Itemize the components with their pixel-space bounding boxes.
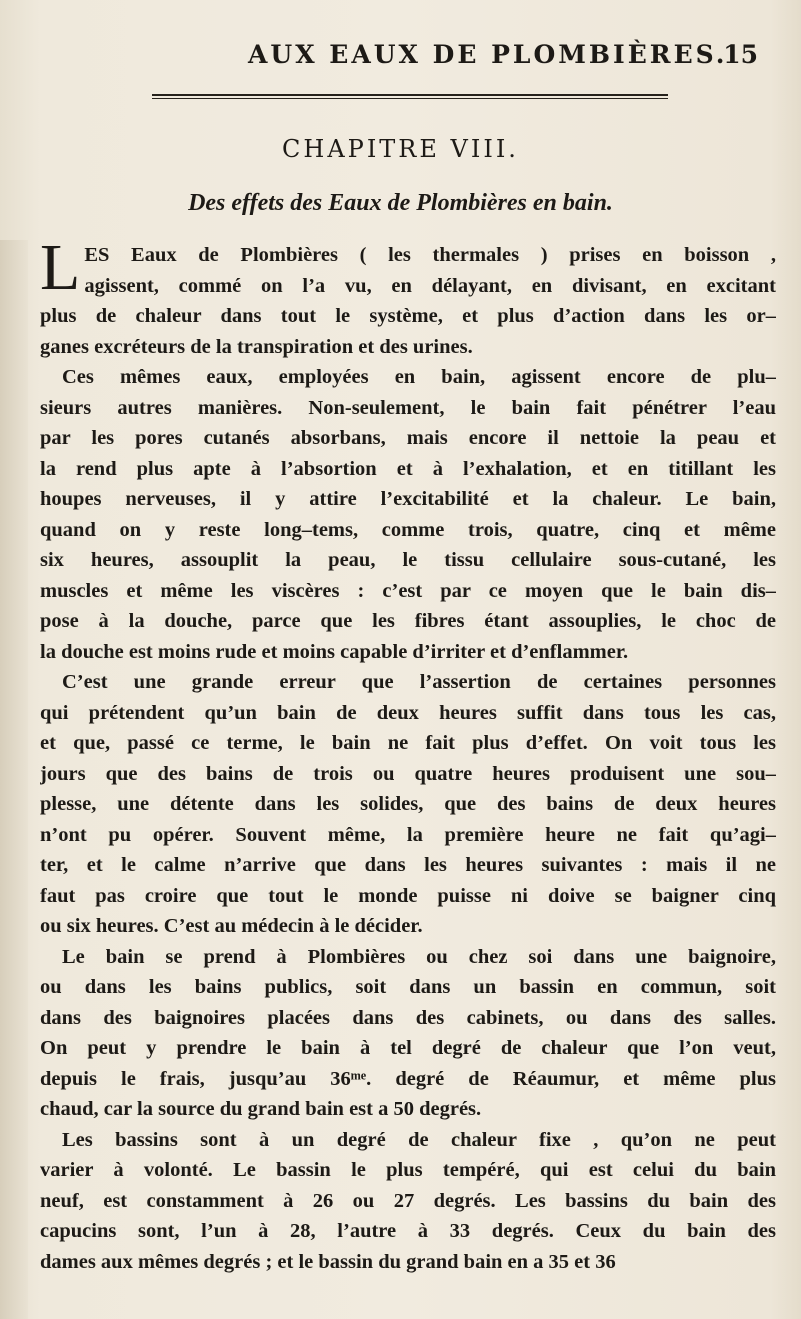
text-line: ou dans les bains publics, soit dans un bassin en commun, soit (40, 976, 776, 998)
body-text (40, 231, 776, 1277)
text-line: agissent, commé on l’a vu, en délayant, en divisant, en excitant (84, 274, 776, 297)
text-line: dames aux mêmes degrés ; et le bassin du grand bain en a 35 et 36 (40, 1250, 616, 1273)
drop-cap: L (40, 231, 81, 304)
text-line: ganes excréteurs de la transpiration et des urines. (40, 335, 473, 358)
text-line: C’est une grande erreur que l’assertion de certaines personnes (62, 671, 776, 693)
text-line: la rend plus apte à l’absortion et à l’exhalation, et en titillant les (40, 457, 776, 480)
text-line: houpes nerveuses, il y attire l’excitabilité et la chaleur. Le bain, (40, 488, 776, 510)
page-gutter-shadow (0, 240, 28, 1319)
text-line: muscles et même les viscères : c’est par ce moyen que le bain dis– (40, 579, 776, 602)
chapter-heading: CHAPITRE VIII. (282, 135, 519, 163)
text-line: pose à la douche, parce que les fibres étant assouplies, le choc de (40, 610, 776, 632)
text-line: ES Eaux de Plombières ( les thermales ) prises en boisson , (84, 244, 776, 266)
chapter-subtitle: Des effets des Eaux de Plombières en bain. (188, 190, 613, 216)
text-line: jours que des bains de trois ou quatre heures produisent une sou– (40, 762, 776, 785)
text-line: la douche est moins rude et moins capable d’irriter et d’enflammer. (40, 640, 629, 663)
text-line: six heures, assouplit la peau, le tissu cellulaire sous-cutané, les (40, 549, 776, 571)
text-line: ou six heures. C’est au médecin à le décider. (40, 915, 423, 937)
text-line: quand on y reste long–tems, comme trois, quatre, cinq et même (40, 518, 776, 541)
running-head (248, 40, 768, 80)
text-line: par les pores cutanés absorbans, mais encore il nettoie la peau et (40, 427, 776, 449)
page-number: 15 (723, 40, 758, 69)
header-rule (152, 94, 668, 99)
text-line: ter, et le calme n’arrive que dans les heures suivantes : mais il ne (40, 854, 776, 876)
text-line: plesse, une détente dans les solides, que des bains de deux heures (40, 793, 776, 815)
text-line: Le bain se prend à Plombières ou chez soi dans une baignoire, (62, 945, 776, 968)
text-line: Les bassins sont à un degré de chaleur fixe , qu’on ne peut (62, 1128, 776, 1151)
text-line: Ces mêmes eaux, employées en bain, agissent encore de plu– (62, 366, 776, 388)
text-line: neuf, est constamment à 26 ou 27 degrés. Les bassins du bain des (40, 1189, 776, 1212)
text-line: n’ont pu opérer. Souvent même, la première heure ne fait qu’agi– (40, 823, 776, 846)
running-title: AUX EAUX DE PLOMBIÈRES. (248, 40, 728, 69)
text-line: sieurs autres manières. Non-seulement, le bain fait pénétrer l’eau (40, 396, 776, 419)
text-line: depuis le frais, jusqu’au 36ᵐᵉ. degré de Réaumur, et même plus (40, 1067, 776, 1090)
text-line: dans des baignoires placées dans des cabinets, ou dans des salles. (40, 1006, 776, 1029)
text-line: On peut y prendre le bain à tel degré de chaleur que l’on veut, (40, 1037, 776, 1059)
text-line: faut pas croire que tout le monde puisse ni doive se baigner cinq (40, 884, 776, 907)
text-line: qui prétendent qu’un bain de deux heures suffit dans tous les cas, (40, 701, 776, 724)
text-line: chaud, car la source du grand bain est a 50 degrés. (40, 1098, 482, 1120)
text-line: capucins sont, l’un à 28, l’autre à 33 degrés. Ceux du bain des (40, 1220, 776, 1242)
text-line: plus de chaleur dans tout le système, et plus d’action dans les or– (40, 305, 776, 327)
text-line: et que, passé ce terme, le bain ne fait plus d’effet. On voit tous les (40, 732, 776, 754)
text-line: varier à volonté. Le bassin le plus tempéré, qui est celui du bain (40, 1159, 776, 1181)
